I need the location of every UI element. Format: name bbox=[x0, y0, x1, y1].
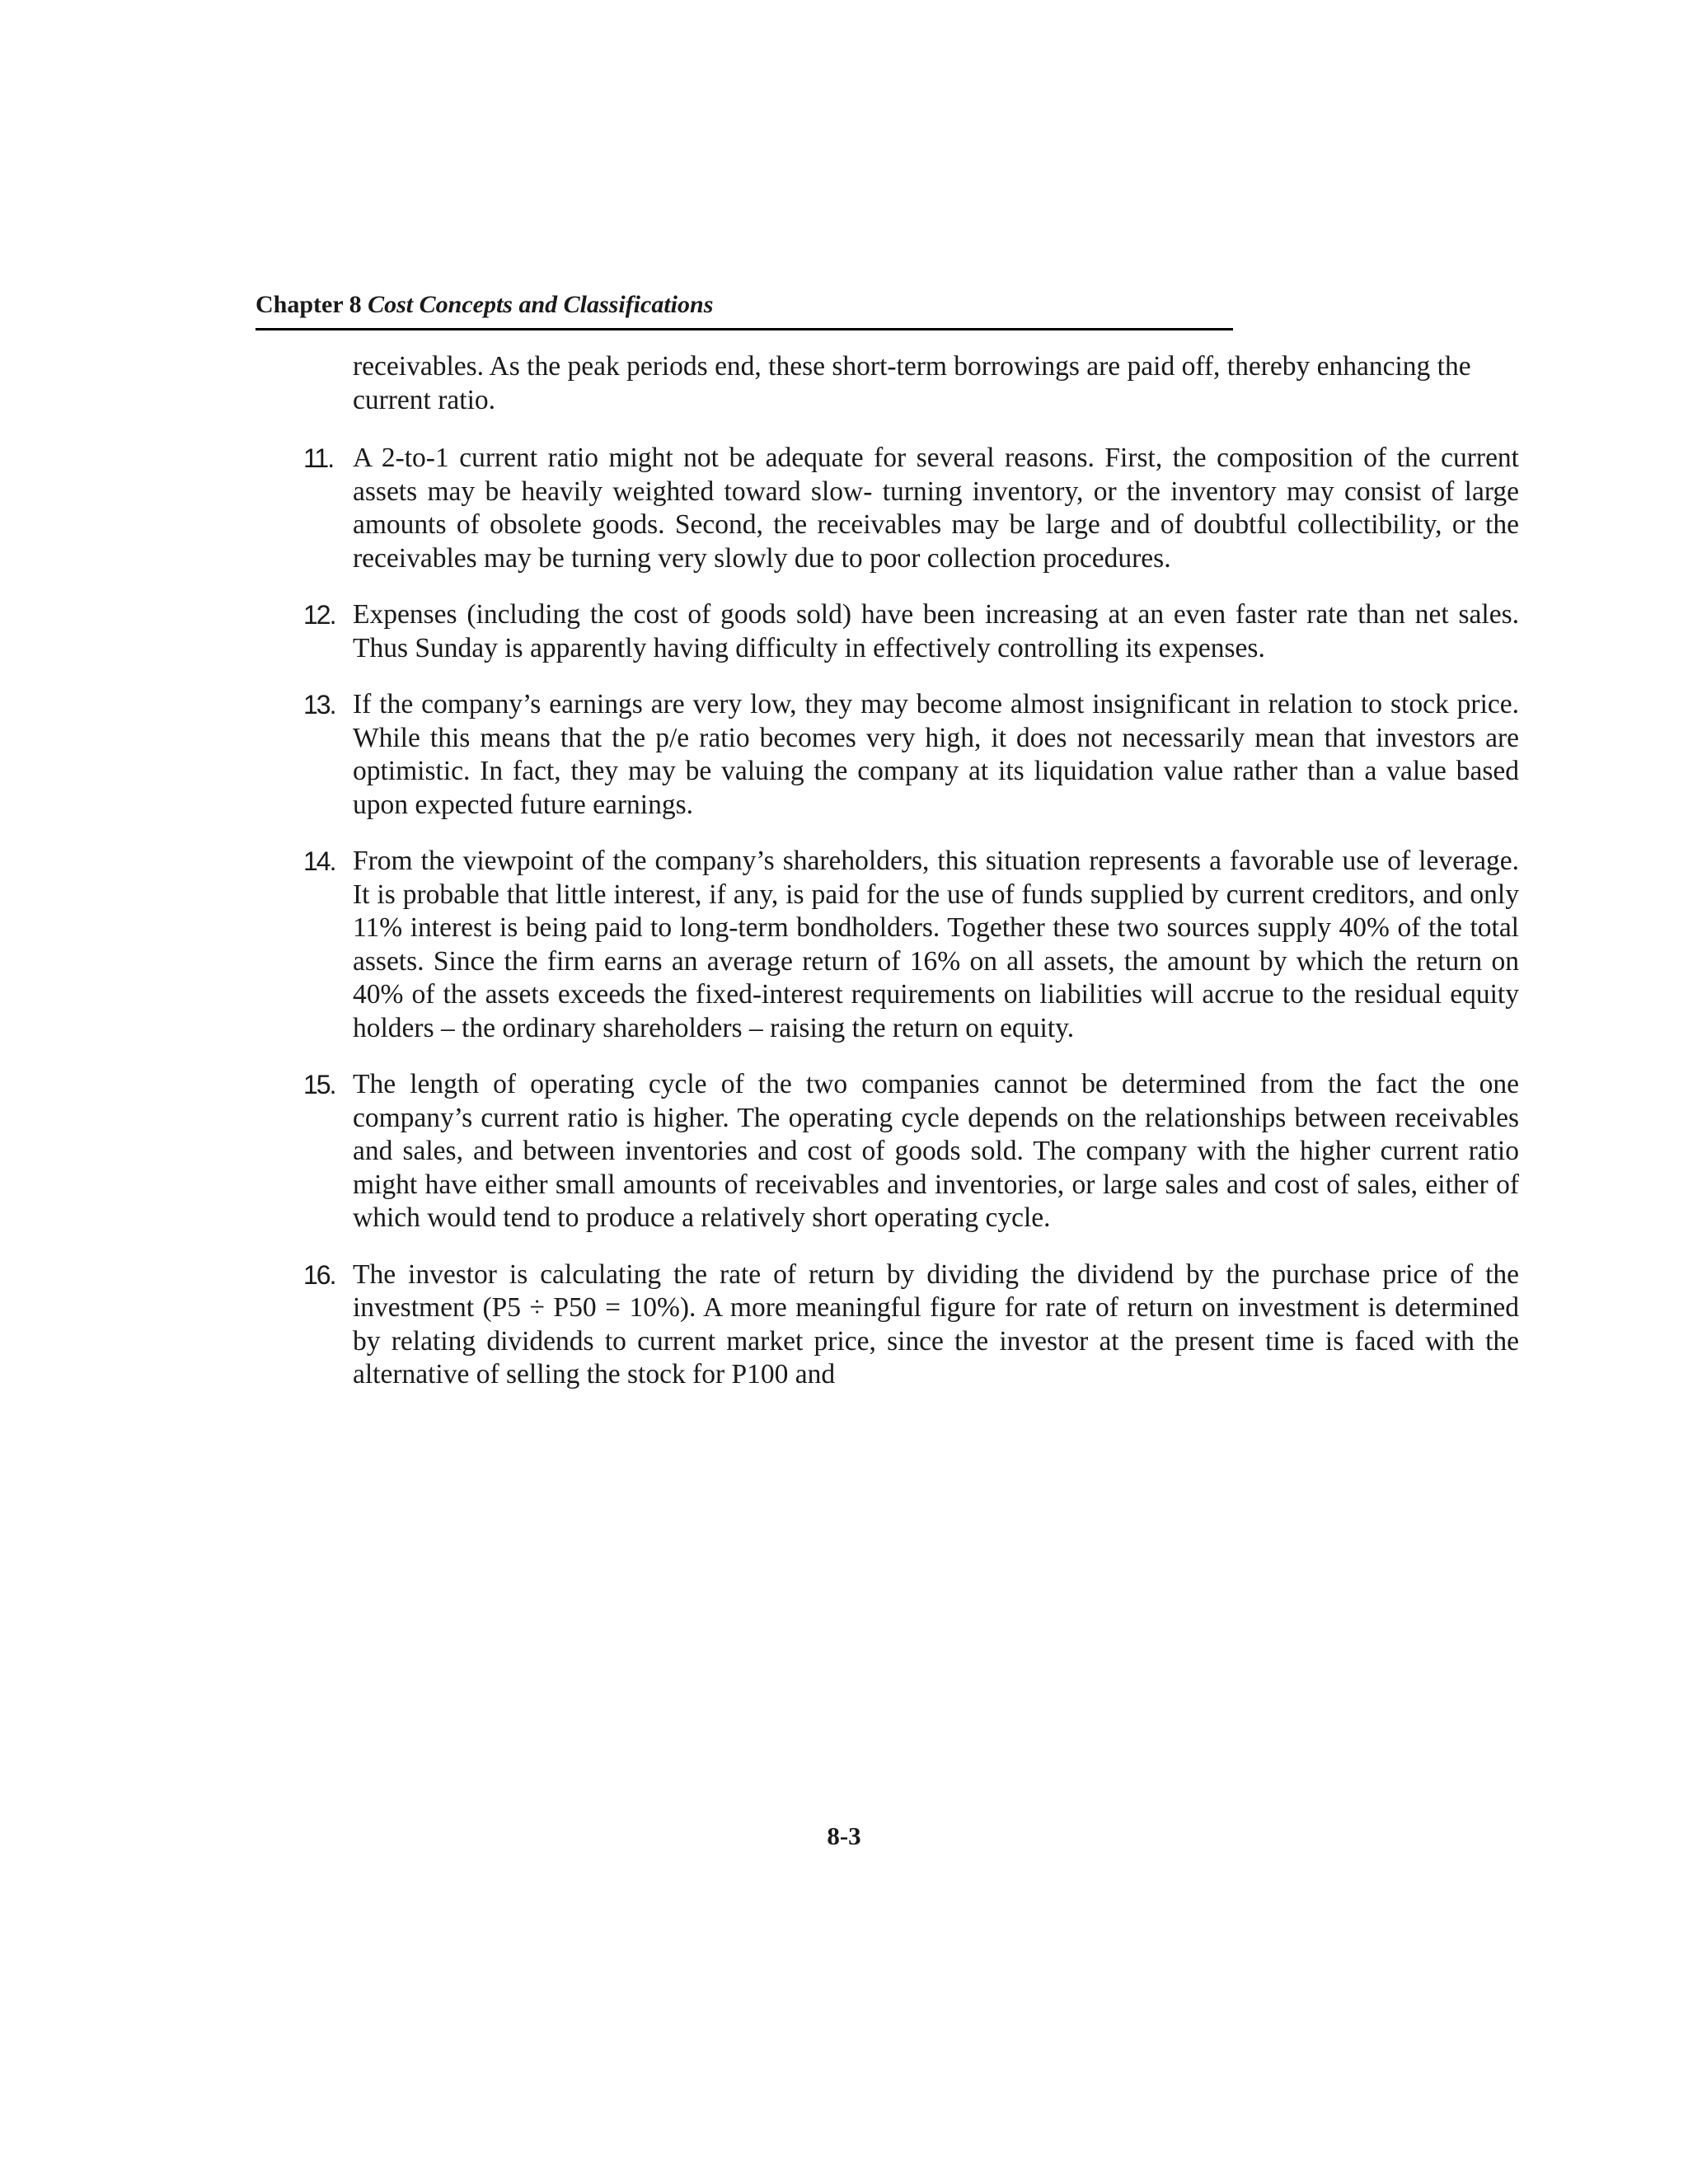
chapter-title: Cost Concepts and Classifications bbox=[368, 291, 714, 318]
item-text: The length of operating cycle of the two companies cannot be determined from the fact the one company’s current ratio is higher. The operating cycle depends on the relationships between receivables and sales, and between inventories and cost of goods sold. The company with the higher current ratio might have either small amounts of receivables and inventories, or large sales and cost of sales, either of which would tend to produce a relatively short operating cycle. bbox=[353, 1069, 1519, 1233]
item-text: A 2-to-1 current ratio might not be adequate for several reasons. First, the composition of the current assets may be heavily weighted toward slow- turning inventory, or the inventory may consist of large amounts of obsolete goods. Second, the receivables may be large and of doubtful collectibility, or the receivables may be turning very slowly due to poor collection procedures. bbox=[353, 443, 1519, 574]
page-number: 8-3 bbox=[827, 1821, 861, 1850]
item-number: 16. bbox=[303, 1259, 335, 1290]
item-number: 11. bbox=[303, 443, 334, 473]
item-text: If the company’s earnings are very low, they may become almost insignificant in relation to stock price. While this means that the p/e ratio becomes very high, it does not necessarily mean that investors are optimistic. In fact, they may be valuing the company at its liquidation value rather than a value based upon expected future earnings. bbox=[353, 689, 1519, 820]
item-text: Expenses (including the cost of goods sold) have been increasing at an even faster rate than net sales. Thus Sunday is apparently having difficulty in effectively controlling its expenses. bbox=[353, 599, 1519, 663]
item-text: The investor is calculating the rate of return by dividing the dividend by the purchase price of the investment (P5 ÷ P50 = 10%). A more meaningful figure for rate of return on investment is determined by relating dividends to current market price, since the investor at the present time is faced with the alternative of selling the stock for P100 and bbox=[353, 1258, 1519, 1390]
list-item-11 bbox=[303, 442, 1519, 575]
item-number: 12. bbox=[303, 600, 335, 630]
list-item-14 bbox=[303, 845, 1519, 1045]
list-item-13 bbox=[303, 688, 1519, 822]
page-body bbox=[303, 350, 1519, 1415]
list-item-16 bbox=[303, 1258, 1519, 1392]
list-item-15 bbox=[303, 1068, 1519, 1235]
continuation-paragraph: receivables. As the peak periods end, these short-term borrowings are paid off, thereby enhancing the current ratio. bbox=[353, 351, 1471, 415]
chapter-label: Chapter 8 bbox=[256, 291, 362, 318]
item-number: 13. bbox=[303, 690, 335, 719]
list-item-12 bbox=[303, 598, 1519, 665]
item-number: 14. bbox=[303, 846, 335, 876]
running-header bbox=[256, 288, 1233, 330]
item-number: 15. bbox=[303, 1070, 335, 1099]
item-text: From the viewpoint of the company’s shareholders, this situation represents a favorable use of leverage. It is probable that little interest, if any, is paid for the use of funds supplied by current creditors, and only 11% interest is being paid to long-term bondholders. Together these two sources supply 40% of the total assets. Since the firm earns an average return of 16% on all assets, the amount by which the return on 40% of the assets exceeds the fixed-interest requirements on liabilities will accrue to the residual equity holders – the ordinary shareholders – raising the return on equity. bbox=[353, 846, 1519, 1043]
